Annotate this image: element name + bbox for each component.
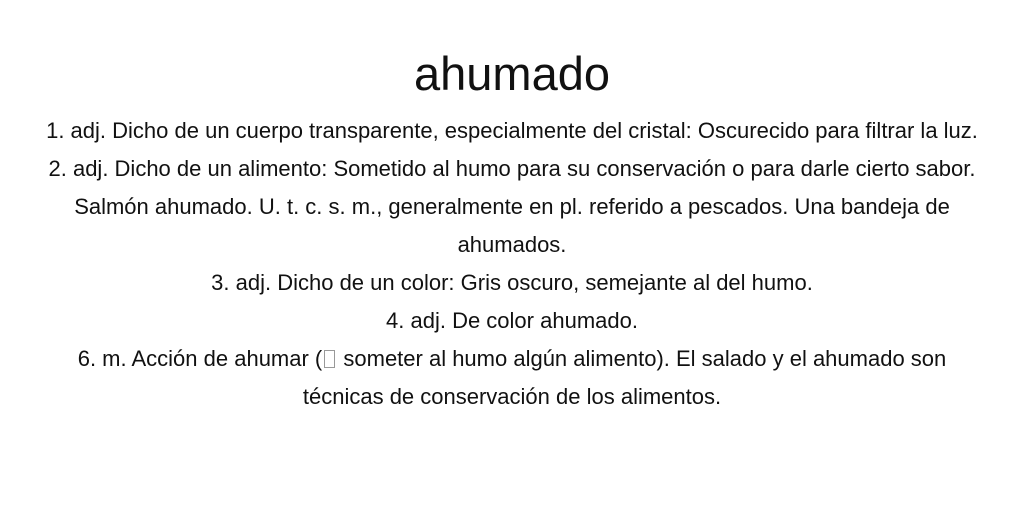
- definition-6-text-start: 6. m. Acción de ahumar (: [77, 346, 323, 371]
- entry-title: ahumado: [414, 47, 610, 100]
- definition-4: 4. adj. De color ahumado.: [386, 308, 638, 333]
- definition-6-text-end: someter al humo algún alimento). El salado y el ahumado son técnicas de conservación de los alimentos.: [302, 346, 947, 409]
- definition-3: 3. adj. Dicho de un color: Gris oscuro, semejante al del humo.: [211, 270, 813, 295]
- definition-6: [42, 340, 982, 416]
- definition-2: 2. adj. Dicho de un alimento: Sometido al humo para su conservación o para darle cierto sabor. Salmón ahumado. U. t. c. s. m., generalmente en pl. referido a pescados. Una bandeja de ahumados.: [48, 156, 976, 257]
- definitions-list: [42, 112, 982, 416]
- definition-1: 1. adj. Dicho de un cuerpo transparente, especialmente del cristal: Oscurecido para filtrar la luz.: [46, 118, 978, 143]
- missing-glyph-icon: [324, 350, 335, 368]
